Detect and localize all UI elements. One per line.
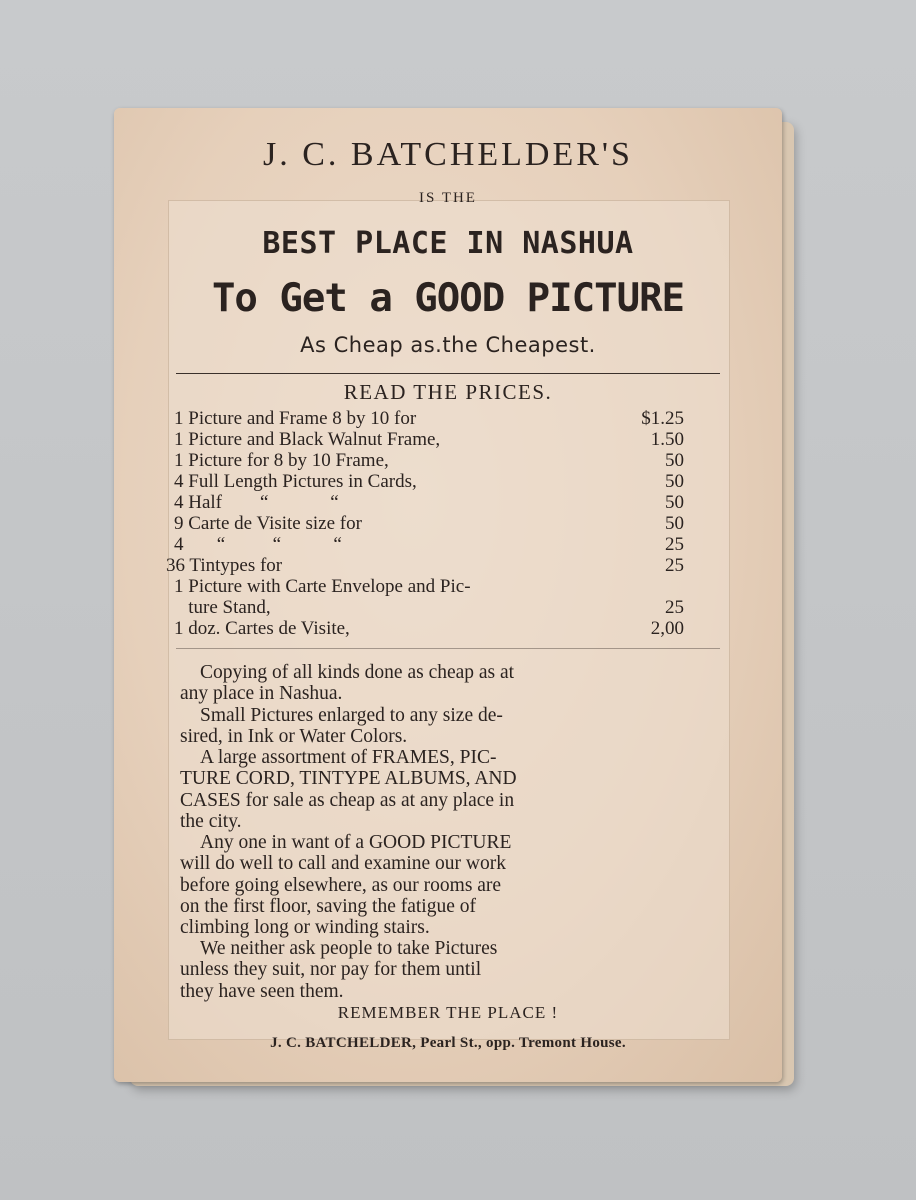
- price-row: [174, 429, 684, 451]
- tagline: As Cheap as.the Cheapest.: [300, 333, 596, 357]
- paragraph-line: they have seen them.: [180, 980, 344, 1002]
- paragraph-line: the city.: [180, 810, 242, 832]
- price-desc: 4 Half “ “: [174, 492, 339, 513]
- price-row: [174, 492, 684, 514]
- price-amount: 50: [665, 492, 684, 513]
- paragraph-line: A large assortment of FRAMES, PIC-: [200, 747, 497, 768]
- price-amount: 50: [665, 450, 684, 471]
- price-desc: 9 Carte de Visite size for: [174, 513, 362, 534]
- paragraph-line: We neither ask people to take Pictures: [200, 938, 498, 959]
- price-amount: 50: [665, 513, 684, 534]
- paragraph-line: climbing long or winding stairs.: [180, 917, 430, 939]
- paragraph-line: Small Pictures enlarged to any size de-: [200, 705, 503, 726]
- paragraph-line: any place in Nashua.: [180, 683, 343, 705]
- price-amount: 25: [665, 534, 684, 555]
- price-desc: 4 “ “ “: [174, 534, 342, 555]
- paragraph-line: unless they suit, nor pay for them until: [180, 959, 482, 981]
- paragraph-enlarged: [180, 705, 690, 748]
- divider-rule: [176, 373, 720, 374]
- paragraph-line: Any one in want of a GOOD PICTURE: [200, 832, 512, 853]
- price-amount: $1.25: [641, 408, 684, 429]
- paragraph-line: CASES for sale as cheap as at any place in: [180, 789, 515, 811]
- footer-address: J. C. BATCHELDER, Pearl St., opp. Tremont House.: [270, 1035, 626, 1051]
- price-amount: 2,00: [650, 618, 684, 639]
- price-desc: 36 Tintypes for: [166, 555, 283, 576]
- price-amount: 1.50: [650, 429, 684, 450]
- price-row: [174, 471, 684, 493]
- price-row: [174, 618, 684, 640]
- is-the-text: IS THE: [419, 190, 477, 206]
- paragraph-line: Copying of all kinds done as cheap as at: [200, 662, 515, 683]
- price-amount: 25: [665, 597, 684, 618]
- paragraph-frames: [180, 747, 690, 832]
- price-desc: 1 Picture and Frame 8 by 10 for: [174, 408, 417, 429]
- headline: BEST PLACE IN NASHUA: [262, 226, 634, 261]
- price-row: [174, 597, 684, 619]
- paragraph-good-picture: [180, 832, 690, 938]
- price-desc: 1 doz. Cartes de Visite,: [174, 618, 350, 639]
- price-row: [174, 408, 684, 430]
- paragraph-line: will do well to call and examine our work: [180, 853, 506, 875]
- price-amount: 25: [665, 555, 684, 576]
- price-amount: 50: [665, 471, 684, 492]
- price-row: [174, 534, 684, 556]
- prices-heading: READ THE PRICES.: [343, 380, 553, 404]
- price-row: [174, 450, 684, 472]
- price-desc: 1 Picture for 8 by 10 Frame,: [174, 450, 389, 471]
- price-desc: 1 Picture and Black Walnut Frame,: [174, 429, 441, 450]
- paragraph-neither: [180, 938, 690, 1002]
- paragraph-line: TURE CORD, TINTYPE ALBUMS, AND: [180, 768, 517, 790]
- paragraph-line: before going elsewhere, as our rooms are: [180, 874, 502, 896]
- trade-card: [114, 108, 782, 1082]
- paragraph-line: sired, in Ink or Water Colors.: [180, 726, 408, 748]
- price-row: [174, 576, 684, 598]
- business-name: J. C. BATCHELDER'S: [263, 136, 633, 173]
- remember-the-place: REMEMBER THE PLACE !: [337, 1003, 559, 1022]
- price-desc: 1 Picture with Carte Envelope and Pic-: [174, 576, 471, 597]
- price-desc: ture Stand,: [174, 597, 271, 618]
- paragraph-copying: [180, 662, 690, 705]
- price-row: [166, 555, 684, 577]
- divider-rule-light: [176, 648, 720, 649]
- paragraph-line: on the first floor, saving the fatigue of: [180, 895, 476, 917]
- price-row: [174, 513, 684, 535]
- price-desc: 4 Full Length Pictures in Cards,: [174, 471, 417, 492]
- subheadline: To Get a GOOD PICTURE: [211, 276, 685, 321]
